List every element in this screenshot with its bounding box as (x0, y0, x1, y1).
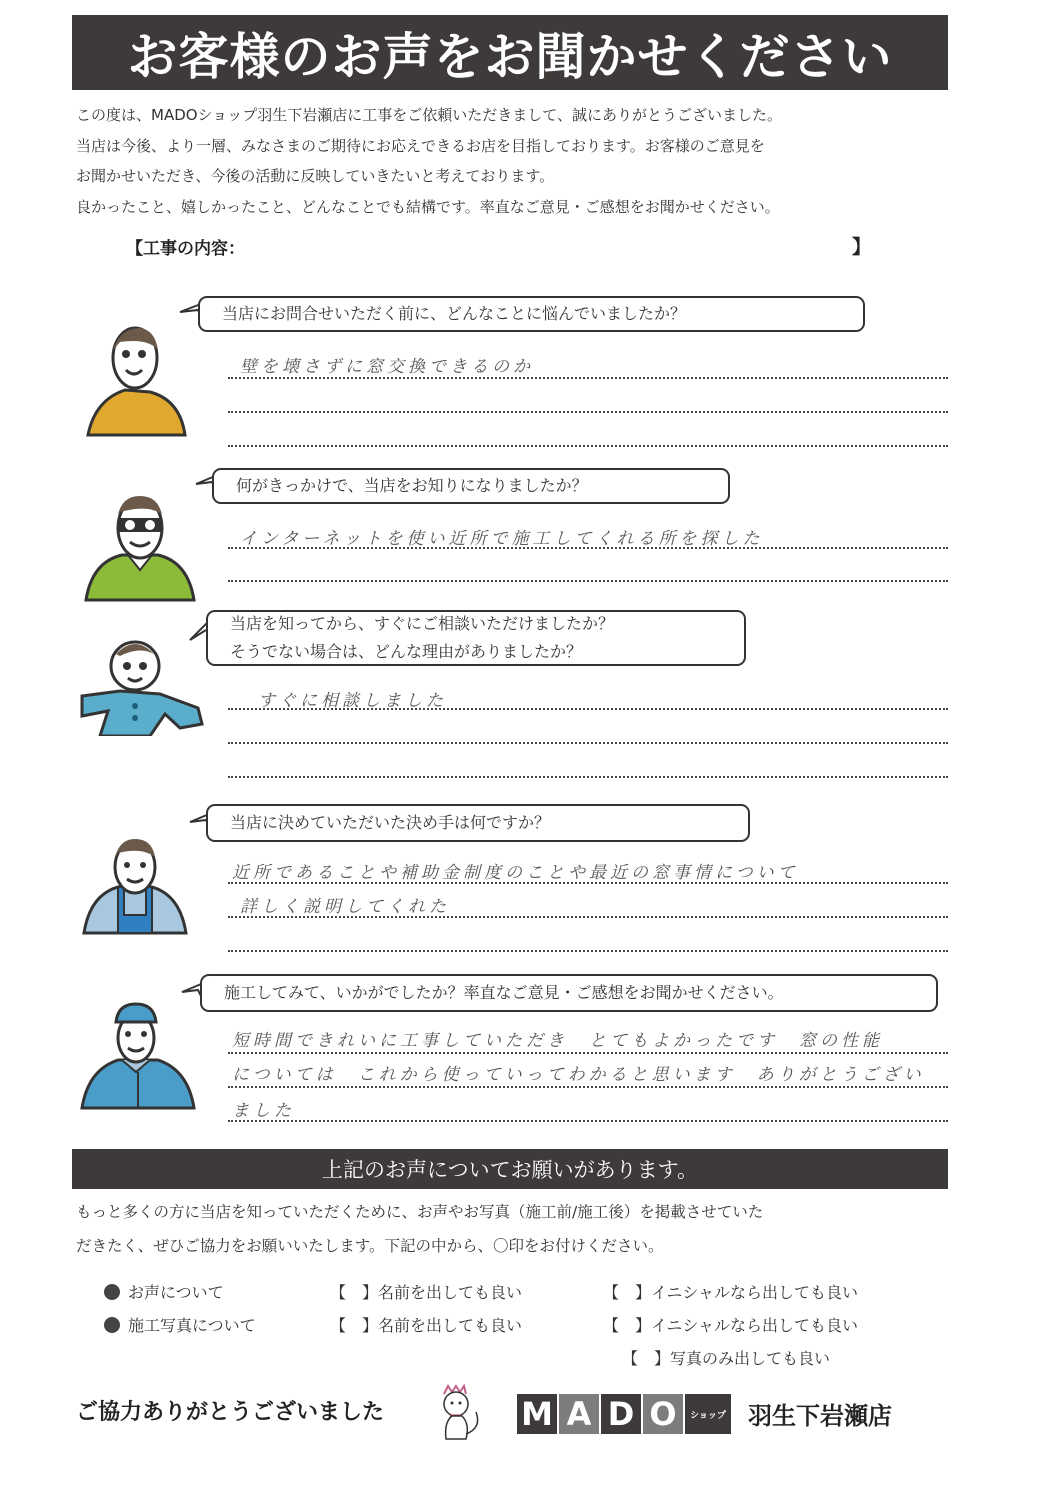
question-bubble-4 (206, 804, 750, 842)
question-text: そうでない場合は、どんな理由がありましたか？ (230, 642, 583, 661)
option-voice-name-checkbox[interactable]: 【 】名前を出しても良い (330, 1283, 523, 1302)
page-title: お客様のお声をお聞かせください (72, 15, 948, 90)
answer-line (228, 708, 948, 710)
logo-letter: D (601, 1394, 641, 1434)
question-text: 当店に決めていただいた決め手は何ですか？ (230, 813, 551, 832)
logo-letter: M (517, 1394, 557, 1434)
answer-text: 詳しく説明してくれた (240, 897, 450, 917)
answer-line (228, 1120, 948, 1122)
question-bubble-1 (198, 296, 865, 332)
bullet-icon (104, 1284, 120, 1300)
answer-text: ました (232, 1101, 295, 1121)
request-line: だきたく、ぜひご協力をお願いいたします。下記の中から、〇印をお付けください。 (76, 1237, 664, 1255)
store-name: 羽生下岩瀬店 (748, 1402, 892, 1430)
answer-line (228, 916, 948, 918)
logo-letter: O (643, 1394, 683, 1434)
answer-line (228, 1052, 948, 1054)
intro-line: 当店は今後、より一層、みなさまのご期待にお応えできるお店を目指しております。お客様のご意見を (76, 136, 765, 155)
work-content-close-bracket: 】 (852, 236, 872, 258)
answer-text: 近所であることや補助金制度のことや最近の窓事情について (232, 863, 799, 883)
question-bubble-5 (200, 974, 938, 1012)
answer-line (228, 580, 948, 582)
man-glasses-character-icon (80, 490, 200, 602)
answer-line (228, 1086, 948, 1088)
request-text (76, 1195, 763, 1263)
intro-line: 良かったこと、嬉しかったこと、どんなことでも結構です。率直なご意見・ご感想をお聞かせください。 (76, 197, 780, 216)
thanks-text: ご協力ありがとうございました (76, 1400, 385, 1425)
option-photo-name-checkbox[interactable]: 【 】名前を出しても良い (330, 1316, 523, 1335)
question-bubble-2 (212, 468, 730, 504)
answer-text: インターネットを使い近所で施工してくれる所を探した (240, 529, 764, 549)
woman-character-icon (80, 320, 200, 450)
intro-line: お聞かせいただき、今後の活動に反映していきたいと考えております。 (76, 167, 555, 185)
intro-line: この度は、MADOショップ羽生下岩瀬店に工事をご依頼いただきまして、誠にありがとうございました。 (76, 106, 782, 124)
answer-text: については これから使っていってわかると思います ありがとうござい (232, 1065, 925, 1085)
answer-line (228, 377, 948, 379)
question-text: 当店を知ってから、すぐにご相談いただけましたか？ (230, 614, 615, 633)
work-content-field[interactable] (280, 232, 840, 256)
answer-line (228, 950, 948, 952)
question-bubble-3 (206, 610, 746, 666)
answer-text: 壁を壊さずに窓交換できるのか (240, 357, 534, 377)
answer-line (228, 411, 948, 413)
cat-mascot-icon (432, 1384, 490, 1442)
answer-line (228, 742, 948, 744)
man-pointing-character-icon (80, 636, 210, 736)
option-photo-label: 施工写真について (104, 1313, 256, 1336)
work-content-label: 【工事の内容： (126, 239, 245, 259)
intro-text (76, 100, 956, 222)
answer-line (228, 445, 948, 447)
man-apron-character-icon (80, 835, 190, 935)
option-photo-only-checkbox[interactable]: 【 】写真のみ出しても良い (622, 1349, 831, 1368)
mado-logo (517, 1394, 733, 1434)
question-text: 施工してみて、いかがでしたか？率直なご意見・ご感想をお聞かせください。 (224, 983, 784, 1002)
question-text: 何がきっかけで、当店をお知りになりましたか？ (236, 476, 588, 495)
request-section-title: 上記のお声についてお願いがあります。 (72, 1149, 948, 1189)
option-voice-initial-checkbox[interactable]: 【 】イニシャルなら出しても良い (603, 1283, 859, 1302)
option-photo-initial-checkbox[interactable]: 【 】イニシャルなら出しても良い (603, 1316, 859, 1335)
option-voice-label: お声について (104, 1280, 224, 1303)
answer-line (228, 882, 948, 884)
answer-line (228, 776, 948, 778)
answer-text: すぐに相談しました (258, 691, 447, 711)
request-line: もっと多くの方に当店を知っていただくために、お声やお写真（施工前/施工後）を掲載させていた (76, 1203, 764, 1221)
answer-line (228, 547, 948, 549)
logo-suffix: ショップ (685, 1394, 731, 1434)
bullet-icon (104, 1317, 120, 1333)
answer-text: 短時間できれいに工事していただき とてもよかったです 窓の性能 (232, 1031, 883, 1051)
question-text: 当店にお問合せいただく前に、どんなことに悩んでいましたか？ (222, 304, 687, 323)
worker-cap-character-icon (78, 1000, 198, 1110)
logo-letter: A (559, 1394, 599, 1434)
